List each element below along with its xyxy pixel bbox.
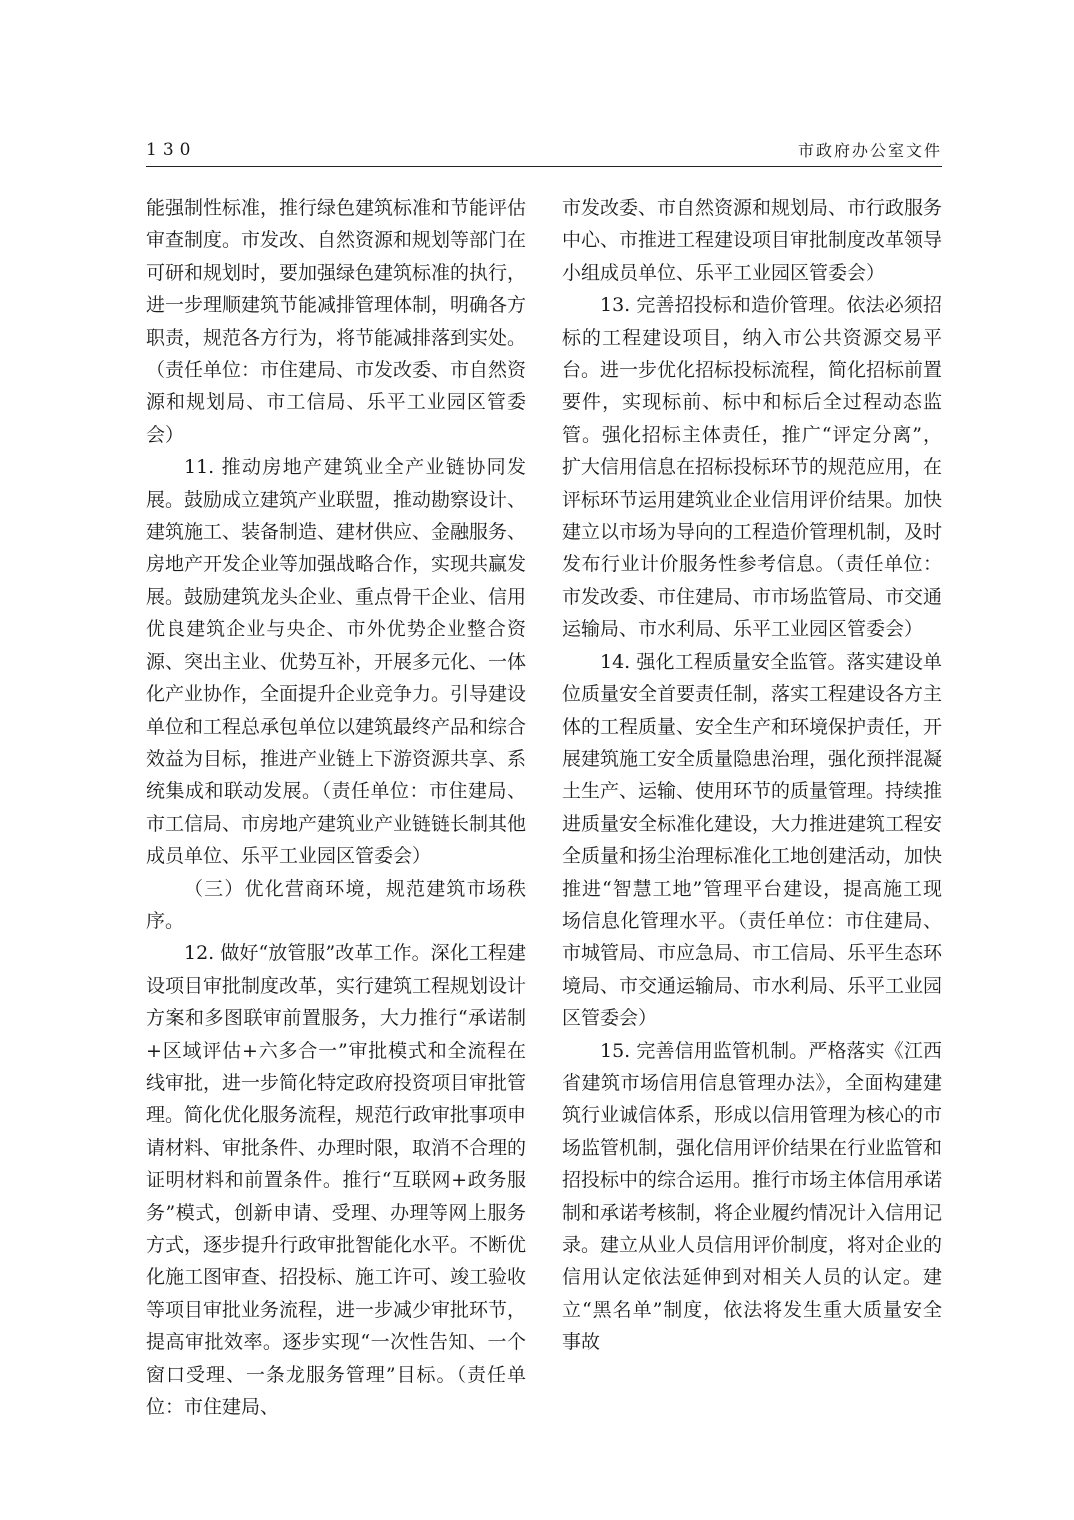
paragraph-item-11: 11. 推动房地产建筑业全产业链协同发展。鼓励成立建筑产业联盟，推动勘察设计、建筑施工、装备制造、建材供应、金融服务、房地产开发企业等加强战略合作，实现共赢发展。鼓励建筑龙头企业、重点骨干企业、信用优良建筑企业与央企、市外优势企业整合资源、突出主业、优势互补，开展多元化、一体化产业协作，全面提升企业竞争力。引导建设单位和工程总承包单位以建筑最终产品和综合效益为目标，推进产业链上下游资源共享、系统集成和联动发展。（责任单位：市住建局、市工信局、市房地产建筑业产业链链长制其他成员单位、乐平工业园区管委会） [146,456,527,868]
paragraph-item-13: 13. 完善招投标和造价管理。依法必须招标的工程建设项目，纳入市公共资源交易平台。进一步优化招标投标流程，简化招标前置要件，实现标前、标中和标后全过程动态监管。强化招标主体责任，推广“评定分离”，扩大信用信息在招标投标环节的规范应用，在评标环节运用建筑业企业信用评价结果。加快建立以市场为导向的工程造价管理机制，及时发布行业计价服务性参考信息。（责任单位：市发改委、市住建局、市市场监管局、市交通运输局、市水利局、乐平工业园区管委会） [562,294,943,641]
paragraph-continuation: 能强制性标准，推行绿色建筑标准和节能评估审查制度。市发改、自然资源和规划等部门在可研和规划时，要加强绿色建筑标准的执行，进一步理顺建筑节能减排管理体制，明确各方职责，规范各方行为，将节能减排落到实处。（责任单位：市住建局、市发改委、市自然资源和规划局、市工信局、乐平工业园区管委会） [146,197,527,446]
paragraph-item-12: 12. 做好“放管服”改革工作。深化工程建设项目审批制度改革，实行建筑工程规划设计方案和多图联审前置服务，大力推行“承诺制+区域评估+六多合一”审批模式和全流程在线审批，进一步简化特定政府投资项目审批管理。简化优化服务流程，规范行政审批事项申请材料、审批条件、办理时限，取消不合理的证明材料和前置条件。推行“互联网+政务服务”模式，创新申请、受理、办理等网上服务方式，逐步提升行政审批智能化水平。不断优化施工图审查、招投标、施工许可、竣工验收等项目审批业务流程，进一步减少审批环节，提高审批效率。逐步实现“一次性告知、一个窗口受理、一条龙服务管理”目标。（责任单位：市住建局、 [146,942,527,1419]
page-number: 130 [146,140,197,160]
right-column [562,192,942,1359]
paragraph-continuation: 市发改委、市自然资源和规划局、市行政服务中心、市推进工程建设项目审批制度改革领导小组成员单位、乐平工业园区管委会） [562,197,943,284]
section-heading-3: （三）优化营商环境，规范建筑市场秩序。 [146,877,526,932]
page-header [146,138,942,167]
paragraph-item-14: 14. 强化工程质量安全监管。落实建设单位质量安全首要责任制，落实工程建设各方主体的工程质量、安全生产和环境保护责任，开展建筑施工安全质量隐患治理，强化预拌混凝土生产、运输、使用环节的质量管理。持续推进质量安全标准化建设，大力推进建筑工程安全质量和扬尘治理标准化工地创建活动，加快推进“智慧工地”管理平台建设，提高施工现场信息化管理水平。（责任单位：市住建局、市城管局、市应急局、市工信局、乐平生态环境局、市交通运输局、市水利局、乐平工业园区管委会） [562,650,943,1030]
paragraph-item-15: 15. 完善信用监管机制。严格落实《江西省建筑市场信用信息管理办法》，全面构建建筑行业诚信体系，形成以信用管理为核心的市场监管机制，强化信用评价结果在行业监管和招投标中的综合运用。推行市场主体信用承诺制和承诺考核制，将企业履约情况计入信用记录。建立从业人员信用评价制度，将对企业的信用认定依法延伸到对相关人员的认定。建立“黑名单”制度，依法将发生重大质量安全事故 [562,1039,943,1354]
header-title: 市政府办公室文件 [797,141,942,160]
left-column [146,192,526,1423]
